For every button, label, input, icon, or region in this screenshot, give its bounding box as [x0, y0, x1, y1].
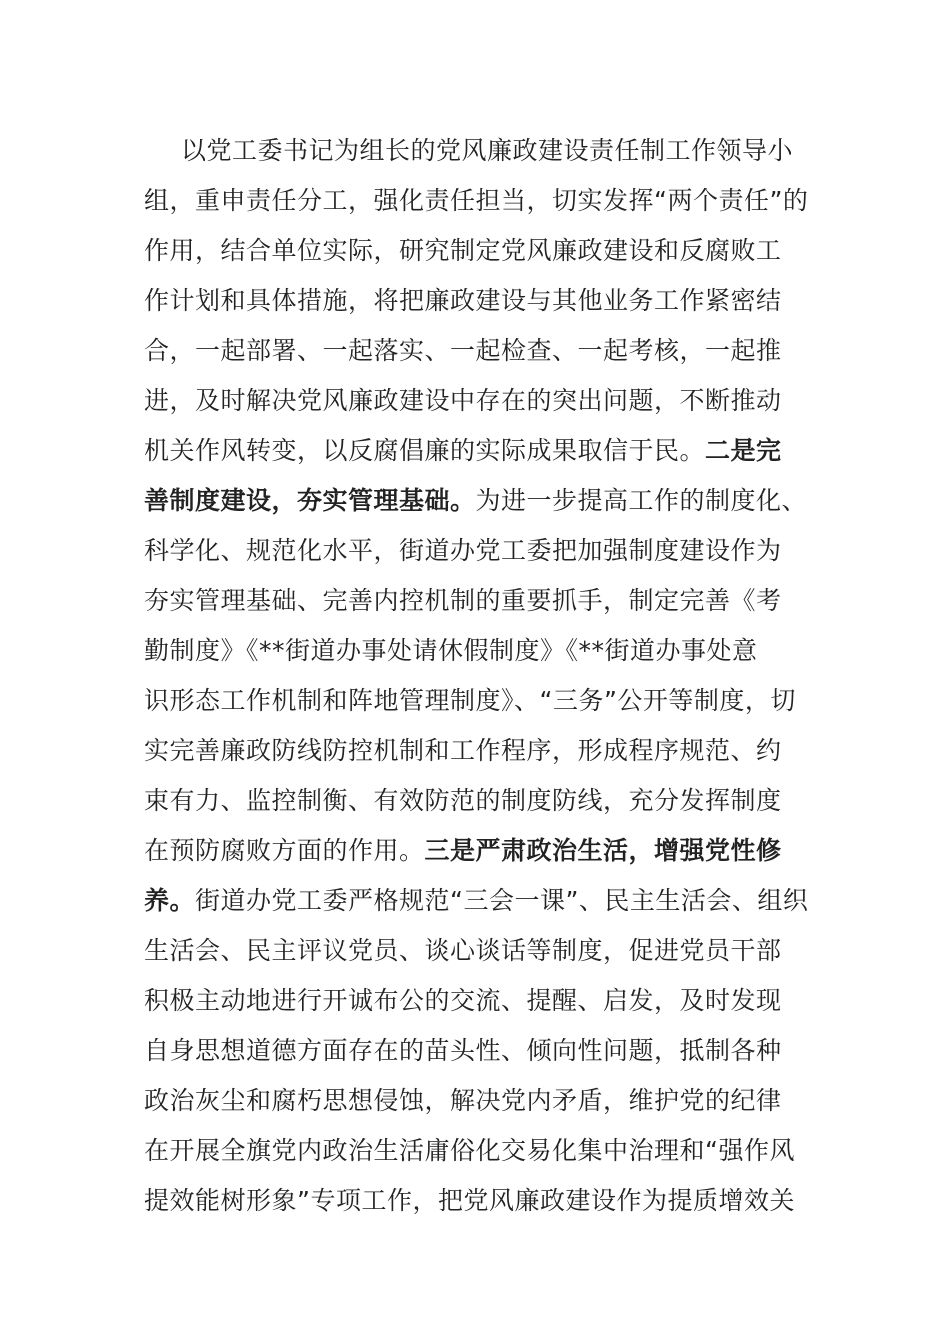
- text-line: 在开展全旗党内政治生活庸俗化交易化集中治理和“强作风: [144, 1136, 795, 1165]
- section-heading-2-end: 善制度建设，夯实管理基础。: [144, 486, 476, 515]
- section-heading-3-start: 三是严肃政治生活，增强党性修: [424, 836, 782, 865]
- text-line: 善制度建设，夯实管理基础。为进一步提高工作的制度化、: [144, 486, 808, 515]
- text-line: 以党工委书记为组长的党风廉政建设责任制工作领导小: [181, 136, 794, 165]
- text-line: 合，一起部署、一起落实、一起检查、一起考核，一起推: [144, 336, 782, 365]
- text-line: 政治灰尘和腐朽思想侵蚀，解决党内矛盾，维护党的纪律: [144, 1086, 782, 1115]
- section-heading-2-start: 二是完: [705, 436, 782, 465]
- text-line: 组，重申责任分工，强化责任担当，切实发挥“两个责任”的: [144, 186, 809, 215]
- text-line: 实完善廉政防线防控机制和工作程序，形成程序规范、约: [144, 736, 782, 765]
- text-line: 作计划和具体措施，将把廉政建设与其他业务工作紧密结: [144, 286, 782, 315]
- text-line: 在预防腐败方面的作用。三是严肃政治生活，增强党性修: [144, 836, 782, 865]
- text-line: 积极主动地进行开诚布公的交流、提醒、启发，及时发现: [144, 986, 782, 1015]
- text-line: 提效能树形象”专项工作，把党风廉政建设作为提质增效关: [144, 1186, 795, 1215]
- text-line: 科学化、规范化水平，街道办党工委把加强制度建设作为: [144, 536, 782, 565]
- text-line: 进，及时解决党风廉政建设中存在的突出问题，不断推动: [144, 386, 782, 415]
- text-line: 作用，结合单位实际，研究制定党风廉政建设和反腐败工: [144, 236, 782, 265]
- text-line: 生活会、民主评议党员、谈心谈话等制度，促进党员干部: [144, 936, 782, 965]
- text-line: 识形态工作机制和阵地管理制度》、“三务”公开等制度，切: [144, 686, 796, 715]
- text-line: 自身思想道德方面存在的苗头性、倾向性问题，抵制各种: [144, 1036, 782, 1065]
- body-paragraph: [144, 126, 844, 1226]
- text-line: 养。街道办党工委严格规范“三会一课”、民主生活会、组织: [144, 886, 809, 915]
- text-line: 束有力、监控制衡、有效防范的制度防线，充分发挥制度: [144, 786, 782, 815]
- section-heading-3-end: 养。: [144, 886, 196, 915]
- text-line: 勤制度》《**街道办事处请休假制度》《**街道办事处意: [144, 636, 758, 665]
- text-line: 夯实管理基础、完善内控机制的重要抓手，制定完善《考: [144, 586, 782, 615]
- text-line: 机关作风转变，以反腐倡廉的实际成果取信于民。二是完: [144, 436, 782, 465]
